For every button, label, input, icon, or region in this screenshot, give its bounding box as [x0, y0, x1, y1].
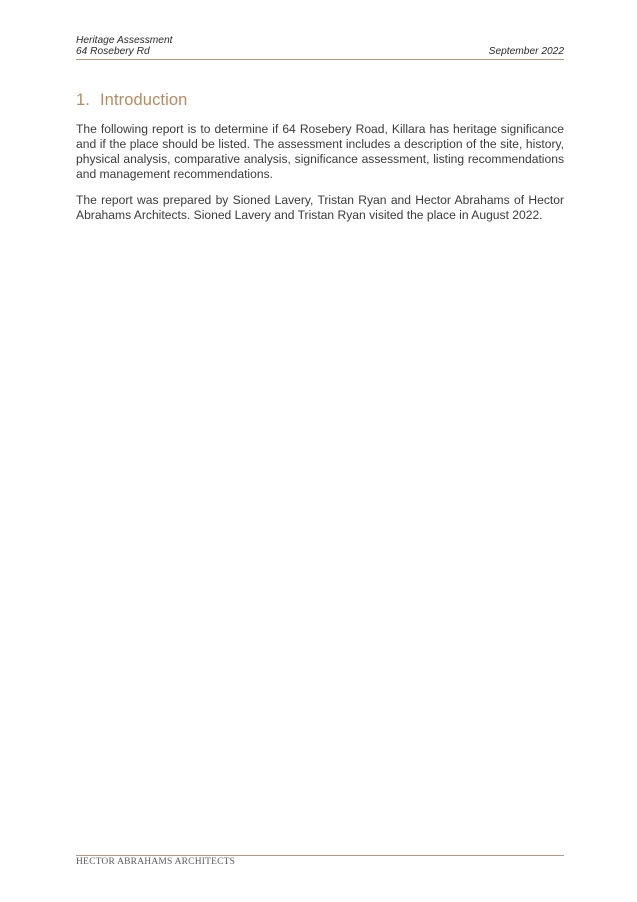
intro-paragraph-1: The following report is to determine if 64 Rosebery Road, Killara has heritage significance and if the place should be listed. The assessment includes a description of the site, history, physical analysis, comparative analysis, significance assessment, listing recommendations and management recommendations.	[76, 122, 564, 181]
header-date: September 2022	[488, 46, 564, 57]
intro-paragraph-2: The report was prepared by Sioned Lavery, Tristan Ryan and Hector Abrahams of Hector Abrahams Architects. Sioned Lavery and Tristan Ryan visited the place in August 2022.	[76, 193, 564, 222]
header-document-type: Heritage Assessment	[76, 35, 173, 46]
section-title-text: Introduction	[100, 91, 188, 109]
header-left	[76, 35, 172, 57]
header-divider	[76, 59, 564, 60]
header-property: 64 Rosebery Rd	[76, 46, 150, 57]
page-header	[76, 35, 564, 59]
footer-divider	[76, 855, 564, 856]
section-heading	[76, 91, 187, 110]
footer-firm-name: HECTOR ABRAHAMS ARCHITECTS	[76, 857, 236, 867]
section-number: 1.	[76, 91, 90, 109]
